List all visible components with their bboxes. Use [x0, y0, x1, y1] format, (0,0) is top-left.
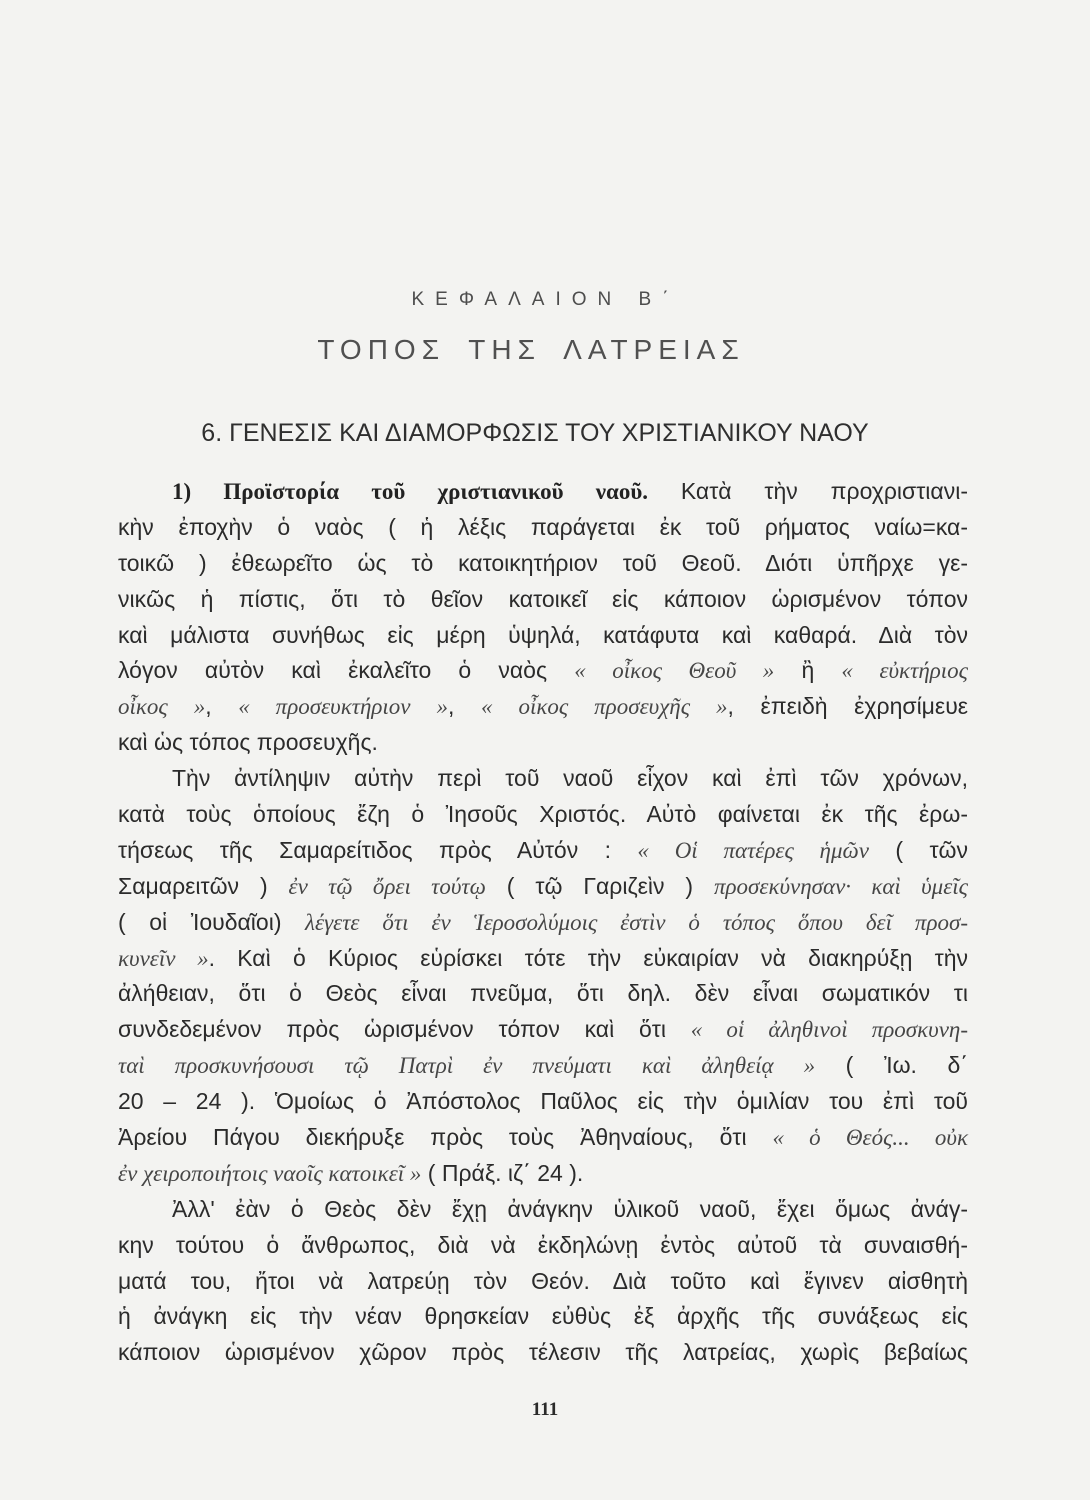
- text-line: [118, 1264, 968, 1300]
- text-line: [118, 1299, 968, 1335]
- body-text-run: . Καὶ ὁ Κύριος εὑρίσκει τότε τὴν εὐκαιρίαν νὰ διακηρύξῃ τὴν: [208, 944, 969, 971]
- body-text-run: ( οἱ Ἰουδαῖοι): [118, 908, 306, 935]
- quotation-text: προσεκύνησαν· καὶ ὑμεῖς: [713, 873, 968, 899]
- quotation-text: « οἶκος Θεοῦ »: [574, 658, 775, 684]
- quotation-text: κυνεῖν »: [118, 945, 209, 971]
- quotation-text: « οἶκος προσευχῆς »: [480, 694, 728, 720]
- body-text-run: ( τῷ Γαριζεὶν ): [485, 872, 714, 899]
- text-line: [118, 905, 968, 941]
- text-line: [118, 510, 968, 546]
- body-text-run: 20 – 24 ). Ὁμοίως ὁ Ἀπόστολος Παῦλος εἰς τὴν ὁμιλίαν του ἐπὶ τοῦ: [118, 1088, 968, 1115]
- body-text-run: , ἐπειδὴ ἐχρησίμευε: [727, 693, 969, 720]
- page-number: 111: [531, 1399, 559, 1420]
- run-in-heading: 1) Προϊστορία τοῦ χριστιανικοῦ ναοῦ.: [172, 479, 649, 504]
- quotation-text: ἐν χειροποιήτοις ναοῖς κατοικεῖ »: [118, 1160, 422, 1186]
- body-text-run: συνδεδεμένον πρὸς ὡρισμένον τόπον καὶ ὅτι: [118, 1016, 691, 1043]
- quotation-text: « ὁ Θεός... οὐκ: [772, 1125, 968, 1151]
- body-text-run: ,: [447, 693, 481, 720]
- quotation-text: λέγετε ὅτι ἐν Ἱεροσολύμοις ἐστὶν ὁ τόπος ὅπου δεῖ προσ-: [305, 909, 968, 935]
- body-text-run: ( Ἰω. δ΄: [815, 1052, 968, 1079]
- paragraph: [118, 1192, 968, 1371]
- text-line: [118, 689, 968, 725]
- text-line: [118, 1192, 968, 1228]
- quotation-text: « οἱ ἀληθινοὶ προσκυνη-: [690, 1017, 968, 1043]
- body-text-run: καὶ ὡς τόπος προσευχῆς.: [118, 729, 378, 756]
- body-text-run: Σαμαρειτῶν ): [118, 872, 289, 899]
- text-line: [118, 546, 968, 582]
- text-line: [118, 797, 968, 833]
- quotation-text: « Οἱ πατέρες ἡμῶν: [637, 837, 869, 863]
- body-text-run: τήσεως τῆς Σαμαρείτιδος πρὸς Αὐτόν :: [118, 836, 638, 863]
- text-line: [118, 869, 968, 905]
- text-line: [118, 725, 968, 761]
- text-line: [118, 618, 968, 654]
- body-text-run: ( τῶν: [868, 836, 968, 863]
- body-text: [118, 474, 968, 1371]
- paragraph: [118, 474, 968, 761]
- text-line: [118, 761, 968, 797]
- body-text-run: Ἀρείου Πάγου διεκήρυξε πρὸς τοὺς Ἀθηναίους, ὅτι: [118, 1124, 773, 1151]
- body-text-run: κην τούτου ὁ ἄνθρωπος, διὰ νὰ ἐκδηλώνῃ ἐντὸς αὐτοῦ τὰ συναισθή-: [118, 1231, 968, 1258]
- quotation-text: οἶκος »: [118, 694, 206, 720]
- body-text-run: ἢ: [774, 657, 842, 684]
- body-text-run: τοικῶ ) ἐθεωρεῖτο ὡς τὸ κατοικητήριον τοῦ Θεοῦ. Διότι ὑπῆρχε γε-: [118, 549, 968, 576]
- body-text-run: κάποιον ὡρισμένον χῶρον πρὸς τέλεσιν τῆς λατρείας, χωρὶς βεβαίως: [118, 1339, 968, 1366]
- text-line: [118, 1012, 968, 1048]
- body-text-run: νικῶς ἡ πίστις, ὅτι τὸ θεῖον κατοικεῖ εἰς κάποιον ὡρισμένον τόπον: [118, 585, 968, 612]
- chapter-label: ΚΕΦΑΛΑΙΟΝ Β΄: [411, 289, 680, 310]
- text-line: [118, 941, 968, 977]
- body-text-run: λόγον αὐτὸν καὶ ἐκαλεῖτο ὁ ναὸς: [118, 657, 575, 684]
- body-text-run: ἡ ἀνάγκη εἰς τὴν νέαν θρησκείαν εὐθὺς ἐξ ἀρχῆς τῆς συνάξεως εἰς: [118, 1303, 968, 1330]
- body-text-run: καὶ μάλιστα συνήθως εἰς μέρη ὑψηλά, κατάφυτα καὶ καθαρά. Διὰ τὸν: [118, 621, 968, 648]
- body-text-run: Τὴν ἀντίληψιν αὐτὴν περὶ τοῦ ναοῦ εἶχον καὶ ἐπὶ τῶν χρόνων,: [172, 765, 968, 792]
- text-line: [118, 474, 968, 510]
- text-line: [118, 1048, 968, 1084]
- text-line: [118, 1156, 968, 1192]
- text-line: [118, 976, 968, 1012]
- text-line: [118, 1120, 968, 1156]
- text-line: [118, 1084, 968, 1120]
- paragraph: [118, 761, 968, 1192]
- body-text-run: ,: [205, 693, 239, 720]
- text-line: [118, 1228, 968, 1264]
- section-title: 6. ΓΕΝΕΣΙΣ ΚΑΙ ΔΙΑΜΟΡΦΩΣΙΣ ΤΟΥ ΧΡΙΣΤΙΑΝΙΚΟΥ ΝΑΟΥ: [201, 419, 869, 447]
- part-title: ΤΟΠΟΣ ΤΗΣ ΛΑΤΡΕΙΑΣ: [317, 334, 745, 365]
- quotation-text: « προσευκτήριον »: [238, 694, 448, 720]
- body-text-run: Ἀλλ' ἐὰν ὁ Θεὸς δὲν ἔχῃ ἀνάγκην ὑλικοῦ ναοῦ, ἔχει ὅμως ἀνάγ-: [172, 1195, 968, 1222]
- body-text-run: Κατὰ τὴν προχριστιανι-: [648, 478, 968, 504]
- text-line: [118, 833, 968, 869]
- quotation-text: ἐν τῷ ὄρει τούτῳ: [288, 873, 486, 899]
- text-line: [118, 582, 968, 618]
- quotation-text: ταὶ προσκυνήσουσι τῷ Πατρὶ ἐν πνεύματι καὶ ἀληθείᾳ »: [118, 1053, 816, 1079]
- body-text-run: ματά του, ἤτοι νὰ λατρεύῃ τὸν Θεόν. Διὰ τοῦτο καὶ ἔγινεν αἰσθητὴ: [118, 1267, 968, 1294]
- body-text-run: κὴν ἐποχὴν ὁ ναὸς ( ἡ λέξις παράγεται ἐκ τοῦ ρήματος ναίω=κα-: [118, 513, 968, 540]
- text-line: [118, 1335, 968, 1371]
- body-text-run: κατὰ τοὺς ὁποίους ἔζη ὁ Ἰησοῦς Χριστός. Αὐτὸ φαίνεται ἐκ τῆς ἐρω-: [118, 801, 968, 828]
- quotation-text: « εὐκτήριος: [841, 658, 969, 684]
- text-line: [118, 653, 968, 689]
- body-text-run: ἀλήθειαν, ὅτι ὁ Θεὸς εἶναι πνεῦμα, ὅτι δηλ. δὲν εἶναι σωματικόν τι: [118, 980, 968, 1007]
- body-text-run: ( Πράξ. ιζ΄ 24 ).: [421, 1159, 584, 1186]
